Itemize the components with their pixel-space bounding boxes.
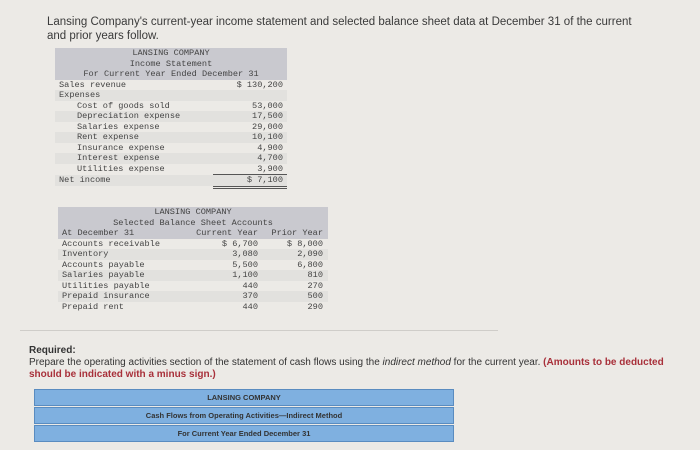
expense-row bbox=[55, 111, 287, 122]
cell: 2,090 bbox=[297, 249, 323, 259]
row-label: Interest expense bbox=[77, 153, 160, 163]
cell: Accounts receivable bbox=[62, 238, 160, 249]
account-row bbox=[58, 281, 328, 292]
instruction-emphasis: indirect method bbox=[382, 357, 451, 368]
cell: Salaries payable bbox=[62, 270, 145, 280]
row-label: Cost of goods sold bbox=[77, 100, 170, 111]
column-headers bbox=[58, 228, 328, 239]
cell: 270 bbox=[307, 280, 323, 291]
balance-sheet-header bbox=[58, 207, 328, 239]
account-row bbox=[58, 270, 328, 281]
row-value: $ 130,200 bbox=[236, 79, 283, 90]
row-label: Insurance expense bbox=[77, 142, 165, 153]
net-income-row bbox=[55, 175, 287, 186]
cell: $ 6,700 bbox=[221, 238, 258, 249]
cell: Accounts payable bbox=[62, 259, 145, 270]
row-label: Utilities expense bbox=[77, 163, 165, 174]
row-value: 17,500 bbox=[252, 111, 283, 121]
balance-sheet-accounts bbox=[58, 207, 328, 312]
problem-intro: Lansing Company's current-year income statement and selected balance sheet data at December 31 of the current and prior years follow. bbox=[47, 16, 632, 42]
company-name: LANSING COMPANY bbox=[132, 48, 210, 58]
statement-title: Selected Balance Sheet Accounts bbox=[113, 217, 273, 228]
expense-row bbox=[55, 164, 287, 175]
column-header: At December 31 bbox=[62, 228, 135, 238]
expense-row bbox=[55, 101, 287, 112]
statement-title: Income Statement bbox=[129, 58, 213, 69]
cell: 500 bbox=[307, 291, 323, 301]
expense-row bbox=[55, 122, 287, 133]
expense-row bbox=[55, 132, 287, 143]
cell: 3,080 bbox=[232, 249, 258, 259]
cell: 810 bbox=[307, 270, 323, 280]
required-heading: Required: bbox=[29, 345, 76, 356]
cell: Prepaid rent bbox=[62, 301, 124, 312]
row-label: Expenses bbox=[59, 90, 101, 100]
instruction-text: for the current year. bbox=[450, 357, 544, 368]
cell: Prepaid insurance bbox=[62, 291, 150, 301]
expense-row bbox=[55, 143, 287, 154]
row-value: 3,900 bbox=[257, 163, 283, 174]
cell: 290 bbox=[307, 301, 323, 312]
row-value: 29,000 bbox=[252, 121, 283, 132]
row-label: Salaries expense bbox=[77, 121, 160, 132]
row-label: Sales revenue bbox=[59, 79, 127, 90]
content-divider bbox=[20, 330, 498, 331]
row-value: 4,900 bbox=[257, 142, 283, 153]
required-instructions bbox=[29, 345, 669, 381]
cash-flow-title: Cash Flows from Operating Activities—Indirect Method bbox=[34, 407, 454, 424]
column-header: Prior Year bbox=[271, 228, 323, 238]
expense-row bbox=[55, 153, 287, 164]
cell: Inventory bbox=[62, 249, 109, 259]
row-label: Net income bbox=[59, 175, 111, 185]
row-label: Depreciation expense bbox=[77, 111, 181, 121]
income-statement-header bbox=[55, 48, 287, 80]
account-row bbox=[58, 260, 328, 271]
cash-flow-company: LANSING COMPANY bbox=[34, 389, 454, 406]
cell: 440 bbox=[242, 301, 258, 312]
account-row bbox=[58, 291, 328, 302]
cell: 5,500 bbox=[232, 259, 258, 270]
instruction-note: (Amounts to be deducted should be indicated with a minus sign.) bbox=[29, 357, 664, 380]
row-value: 10,100 bbox=[252, 132, 283, 142]
column-header: Current Year bbox=[196, 228, 258, 238]
row-label: Rent expense bbox=[77, 132, 139, 142]
cash-flow-answer-table bbox=[34, 389, 454, 443]
account-row bbox=[58, 249, 328, 260]
instruction-text: Prepare the operating activities section of the statement of cash flows using the bbox=[29, 357, 383, 368]
row-value: $ 7,100 bbox=[246, 175, 283, 185]
cash-flow-period: For Current Year Ended December 31 bbox=[34, 425, 454, 442]
row-value: 53,000 bbox=[252, 100, 283, 111]
cell: 370 bbox=[242, 291, 258, 301]
account-row bbox=[58, 302, 328, 313]
cell: 1,100 bbox=[232, 270, 258, 280]
cell: 440 bbox=[242, 280, 258, 291]
company-name: LANSING COMPANY bbox=[154, 207, 232, 217]
expenses-row bbox=[55, 90, 287, 101]
cell: Utilities payable bbox=[62, 280, 150, 291]
cell: 6,800 bbox=[297, 259, 323, 270]
statement-period: For Current Year Ended December 31 bbox=[83, 69, 259, 79]
income-statement bbox=[55, 48, 287, 189]
sales-row bbox=[55, 80, 287, 91]
cell: $ 8,000 bbox=[286, 238, 323, 249]
account-row bbox=[58, 239, 328, 250]
row-value: 4,700 bbox=[257, 153, 283, 163]
